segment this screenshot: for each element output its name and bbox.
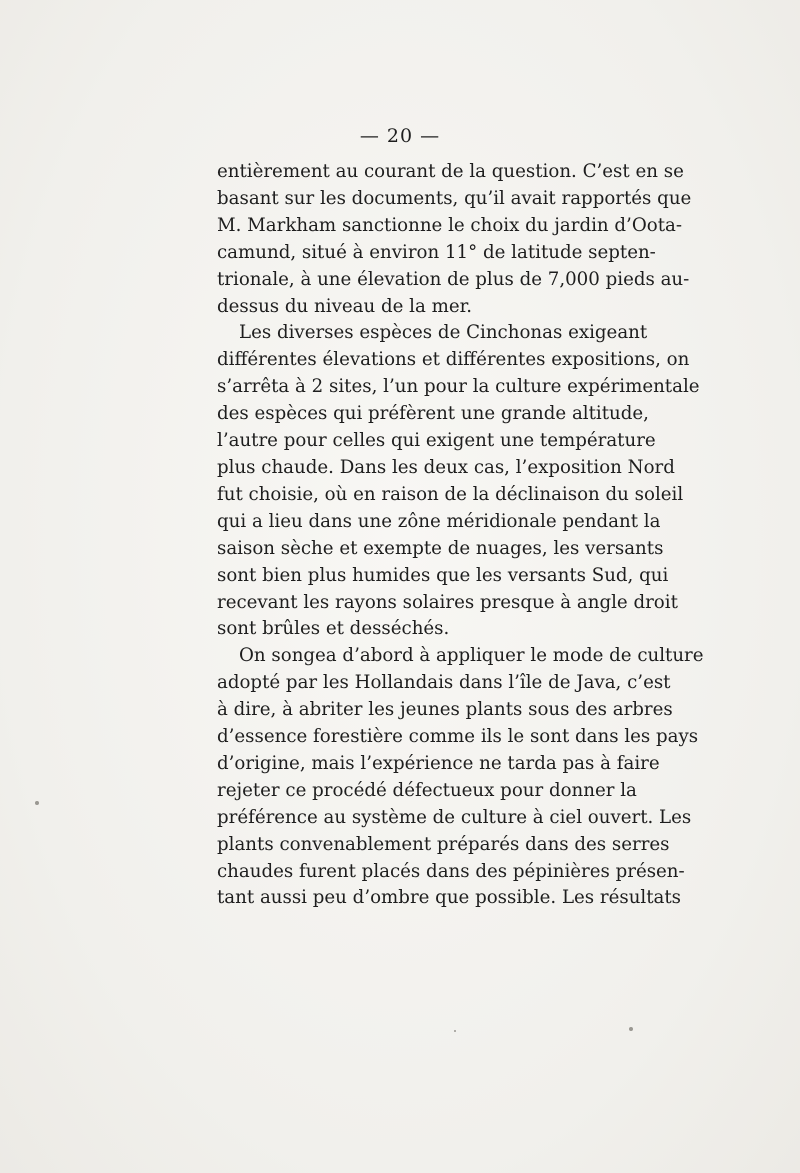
page-number: — 20 — xyxy=(359,125,441,147)
text-line: camund, situé à environ 11° de latitude septen- xyxy=(217,241,656,263)
text-line: sont bien plus humides que les versants Sud, qui xyxy=(217,564,669,586)
text-line: adopté par les Hollandais dans l’île de Java, c’est xyxy=(217,672,671,694)
text-line: différentes élevations et différentes expositions, on xyxy=(217,349,690,371)
text-line: chaudes furent placés dans des pépinières présen- xyxy=(217,860,685,882)
text-line: trionale, à une élevation de plus de 7,000 pieds au- xyxy=(217,268,690,290)
text-line: basant sur les documents, qu’il avait rapportés que xyxy=(217,187,692,209)
text-line: rejeter ce procédé défectueux pour donner la xyxy=(217,779,637,801)
text-line: tant aussi peu d’ombre que possible. Les résultats xyxy=(217,887,682,909)
text-line: recevant les rayons solaires presque à angle droit xyxy=(217,591,678,613)
text-line: Les diverses espèces de Cinchonas exigeant xyxy=(239,322,648,344)
text-line: d’origine, mais l’expérience ne tarda pas à faire xyxy=(217,752,660,774)
scan-speck xyxy=(35,801,39,805)
text-line: On songea d’abord à appliquer le mode de culture xyxy=(239,645,704,667)
text-line: entièrement au courant de la question. C’est en se xyxy=(217,161,684,182)
text-line: M. Markham sanctionne le choix du jardin d’Oota- xyxy=(217,214,682,236)
text-line: des espèces qui préfèrent une grande altitude, xyxy=(217,403,649,425)
text-line: d’essence forestière comme ils le sont dans les pays xyxy=(217,726,699,748)
text-line: plus chaude. Dans les deux cas, l’exposition Nord xyxy=(217,456,675,478)
text-line: dessus du niveau de la mer. xyxy=(217,295,473,317)
text-line: s’arrêta à 2 sites, l’un pour la culture expérimentale xyxy=(217,376,700,398)
body-text xyxy=(217,159,704,912)
text-line: plants convenablement préparés dans des serres xyxy=(217,833,670,855)
text-line: l’autre pour celles qui exigent une température xyxy=(217,430,656,452)
scan-speck xyxy=(454,1030,456,1032)
text-line: qui a lieu dans une zône méridionale pendant la xyxy=(217,510,661,532)
text-line: fut choisie, où en raison de la déclinaison du soleil xyxy=(217,483,684,505)
text-line: saison sèche et exempte de nuages, les versants xyxy=(217,537,664,559)
text-line: à dire, à abriter les jeunes plants sous des arbres xyxy=(217,699,673,721)
scan-speck xyxy=(629,1027,633,1031)
text-line: préférence au système de culture à ciel ouvert. Les xyxy=(217,806,692,828)
text-line: sont brûles et desséchés. xyxy=(217,618,450,640)
